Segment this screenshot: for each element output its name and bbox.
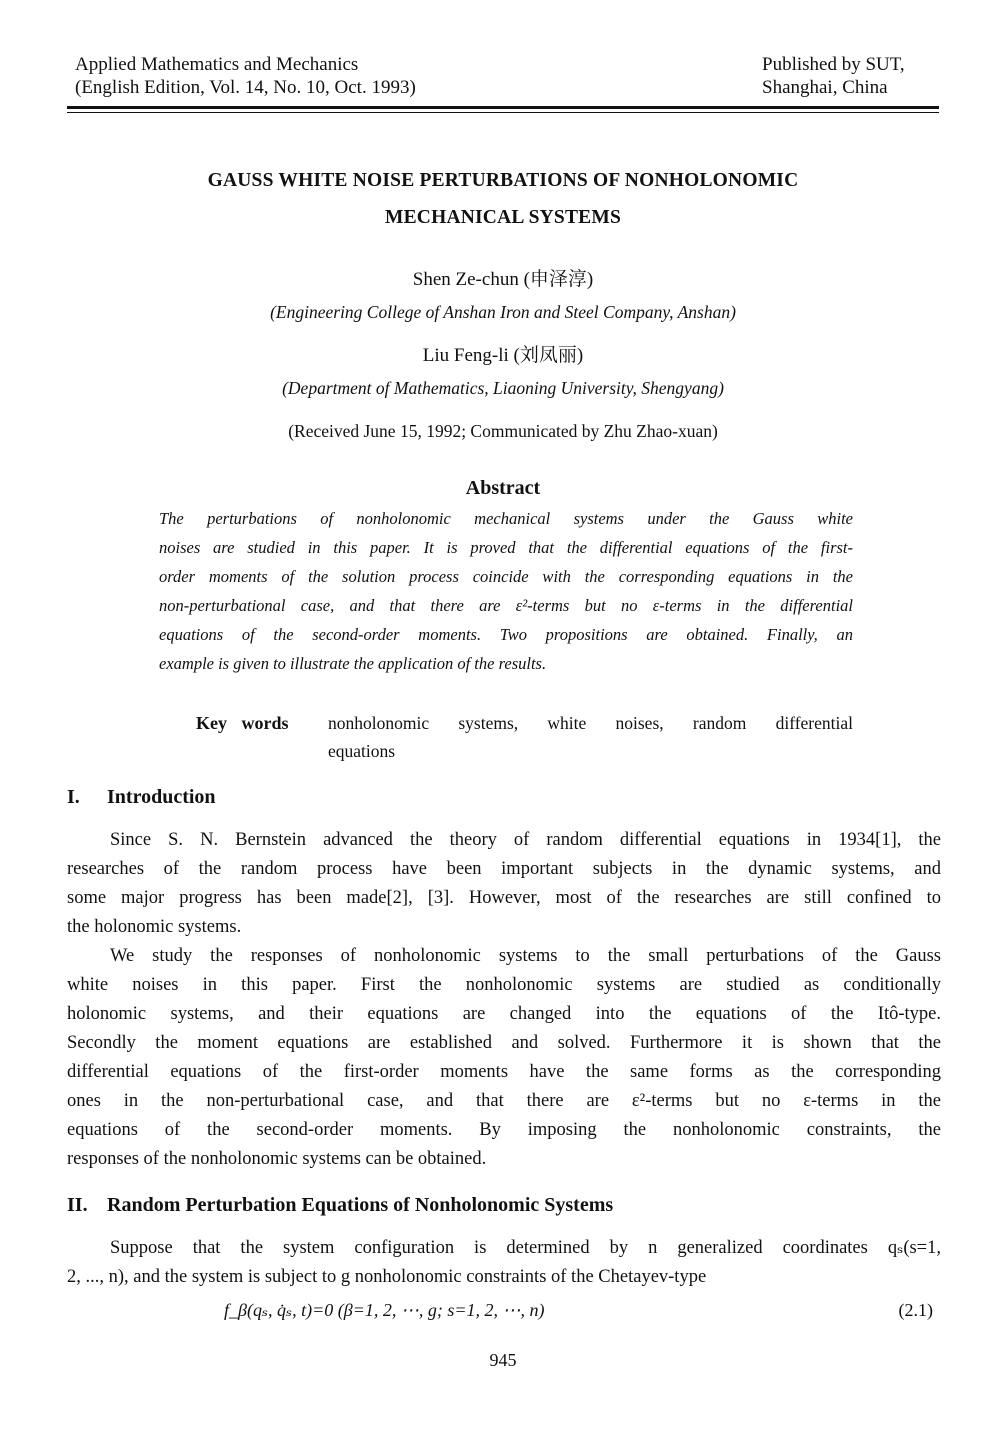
abstract-line: example is given to illustrate the application of the results. <box>159 654 547 673</box>
keywords-label: Key words <box>196 713 289 733</box>
journal-edition: (English Edition, Vol. 14, No. 10, Oct. 1993) <box>75 77 416 98</box>
publisher-info <box>762 53 905 99</box>
body-line: Secondly the moment equations are established and solved. Furthermore it is shown that the <box>67 1033 941 1053</box>
abstract-line: The perturbations of nonholonomic mechanical systems under the Gauss white <box>159 509 853 528</box>
author-2-affiliation: (Department of Mathematics, Liaoning University, Shengyang) <box>282 378 724 398</box>
keywords-line: nonholonomic systems, white noises, random differential <box>328 713 853 733</box>
body-line: researches of the random process have been important subjects in the dynamic systems, and <box>67 859 941 879</box>
body-line: holonomic systems, and their equations are changed into the equations of the Itô-type. <box>67 1004 941 1024</box>
body-line: 2, ..., n), and the system is subject to g nonholonomic constraints of the Chetayev-type <box>67 1267 707 1287</box>
body-line: differential equations of the first-order moments have the same forms as the corresponding <box>67 1062 941 1082</box>
abstract-line: order moments of the solution process coincide with the corresponding equations in the <box>159 567 853 586</box>
body-line: equations of the second-order moments. By imposing the nonholonomic constraints, the <box>67 1120 941 1140</box>
author-1-name: Shen Ze-chun (申泽淳) <box>412 269 594 290</box>
section-2-title: Random Perturbation Equations of Nonholonomic Systems <box>107 1194 614 1216</box>
body-line: We study the responses of nonholonomic systems to the small perturbations of the Gauss <box>110 946 941 966</box>
equation-2-1 <box>67 1300 941 1326</box>
body-line: some major progress has been made[2], [3]. However, most of the researches are still confined to <box>67 888 941 908</box>
header-rule-thin <box>67 112 939 113</box>
body-line: Suppose that the system configuration is determined by n generalized coordinates qₛ(s=1, <box>110 1238 941 1258</box>
abstract-line: noises are studied in this paper. It is proved that the differential equations of the first- <box>159 538 853 557</box>
keywords-line: equations <box>328 741 396 761</box>
header-rule-thick <box>67 106 939 109</box>
page-number: 945 <box>489 1350 517 1370</box>
equation-expression: f_β(qₛ, q̇ₛ, t)=0 (β=1, 2, ⋯, g; s=1, 2, ⋯, n) <box>224 1300 545 1320</box>
publisher-location: Shanghai, China <box>762 77 888 98</box>
paper-title-line-1: GAUSS WHITE NOISE PERTURBATIONS OF NONHOLONOMIC <box>207 170 799 191</box>
equation-number: (2.1) <box>898 1300 933 1320</box>
section-1-heading <box>67 786 216 809</box>
abstract-heading: Abstract <box>465 477 541 499</box>
paper-title-line-2: MECHANICAL SYSTEMS <box>384 207 622 228</box>
abstract-line: non-perturbational case, and that there are ε²-terms but no ε-terms in the differential <box>159 596 853 615</box>
section-2-number: II. <box>67 1194 88 1216</box>
journal-info <box>75 53 416 99</box>
abstract-line: equations of the second-order moments. Two propositions are obtained. Finally, an <box>159 625 853 644</box>
section-2-heading <box>67 1194 613 1217</box>
body-line: white noises in this paper. First the nonholonomic systems are studied as conditionally <box>67 975 941 995</box>
section-1-number: I. <box>67 786 80 808</box>
body-line: responses of the nonholonomic systems can be obtained. <box>67 1149 487 1169</box>
body-line: Since S. N. Bernstein advanced the theory of random differential equations in 1934[1], the <box>110 830 941 850</box>
publisher-name: Published by SUT, <box>762 54 905 75</box>
author-1-affiliation: (Engineering College of Anshan Iron and Steel Company, Anshan) <box>270 302 736 322</box>
body-line: the holonomic systems. <box>67 917 242 937</box>
journal-name: Applied Mathematics and Mechanics <box>75 54 359 75</box>
author-2-name: Liu Feng-li (刘凤丽) <box>422 345 584 366</box>
section-1-title: Introduction <box>107 786 216 808</box>
body-line: ones in the non-perturbational case, and that there are ε²-terms but no ε-terms in the <box>67 1091 941 1111</box>
received-note: (Received June 15, 1992; Communicated by Zhu Zhao-xuan) <box>288 421 718 441</box>
